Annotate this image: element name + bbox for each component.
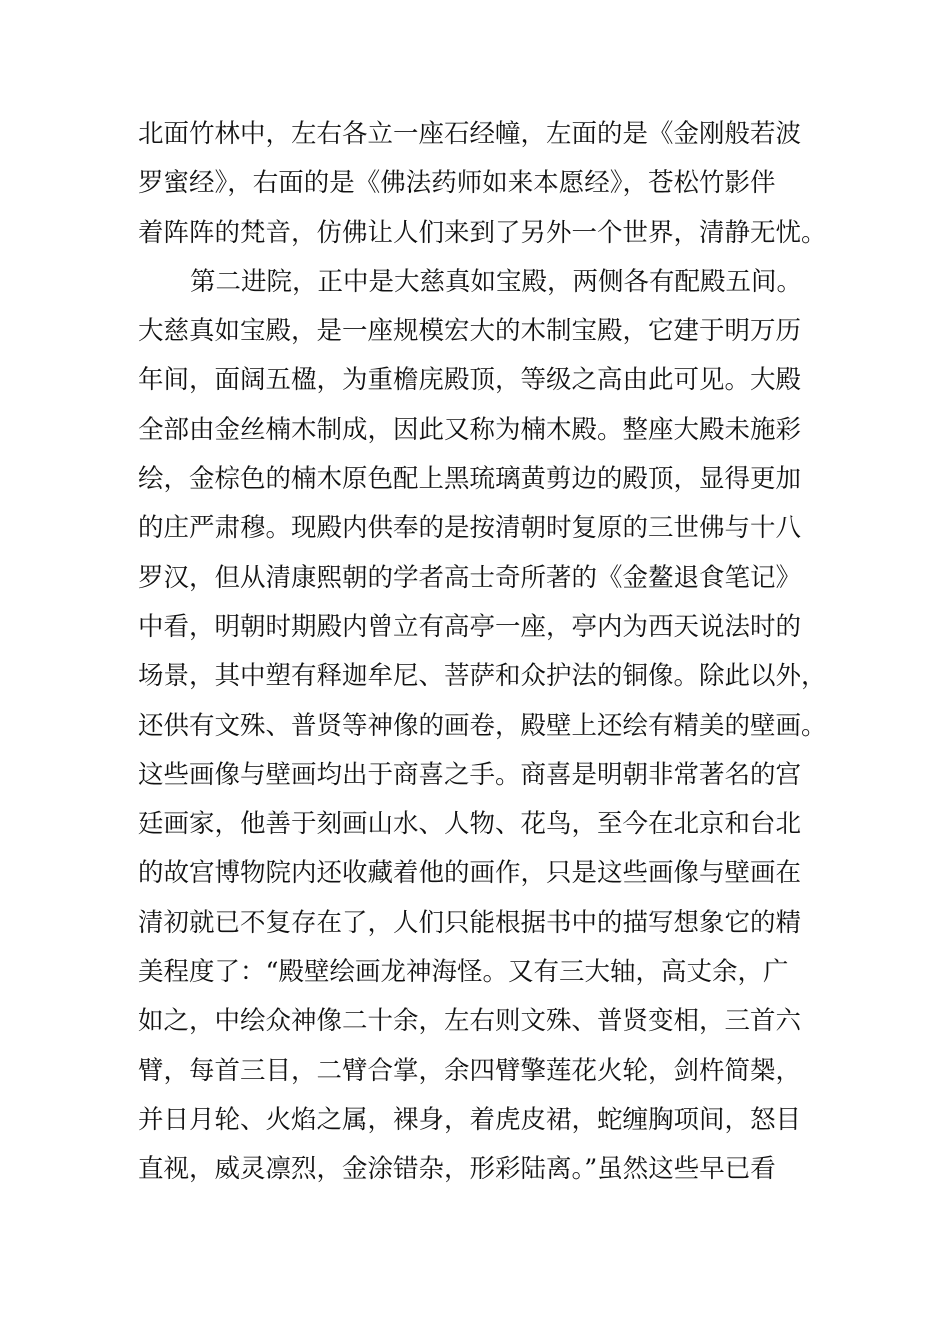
text-line: 年间，面阔五楹，为重檐庑殿顶，等级之高由此可见。大殿 — [138, 365, 802, 396]
text-line: 全部由金丝楠木制成，因此又称为楠木殿。整座大殿未施彩 — [138, 414, 802, 445]
text-line: 罗蜜经》，右面的是《佛法药师如来本愿经》，苍松竹影伴 — [138, 168, 776, 199]
text-line: 罗汉，但从清康熙朝的学者高士奇所著的《金鳌退食笔记》 — [138, 562, 802, 593]
text-line: 廷画家，他善于刻画山水、人物、花鸟，至今在北京和台北 — [138, 809, 802, 840]
text-line: 美程度了：“殿壁绘画龙神海怪。又有三大轴，高丈余，广 — [138, 957, 789, 988]
text-line: 着阵阵的梵音，仿佛让人们来到了另外一个世界，清静无忧。 — [138, 217, 827, 248]
text-line: 直视，威灵凛烈，金涂错杂，形彩陆离。”虽然这些早已看 — [138, 1154, 776, 1185]
text-line: 臂，每首三目，二臂合掌，余四臂擎莲花火轮，剑杵简椝， — [138, 1055, 802, 1086]
text-line: 如之，中绘众神像二十余，左右则文殊、普贤变相，三首六 — [138, 1006, 802, 1037]
body-text — [138, 110, 828, 1195]
text-line: 场景，其中塑有释迦牟尼、菩萨和众护法的铜像。除此以外， — [138, 661, 827, 692]
text-line: 清初就已不复存在了，人们只能根据书中的描写想象它的精 — [138, 907, 802, 938]
text-line: 绘，金棕色的楠木原色配上黑琉璃黄剪边的殿顶，显得更加 — [138, 464, 802, 495]
text-line: 北面竹林中，左右各立一座石经幢，左面的是《金刚般若波 — [138, 119, 802, 149]
paragraph-start-line: 第二进院，正中是大慈真如宝殿，两侧各有配殿五间。 — [190, 266, 803, 297]
text-line: 的故宫博物院内还收藏着他的画作，只是这些画像与壁画在 — [138, 858, 802, 889]
text-line: 这些画像与壁画均出于商喜之手。商喜是明朝非常著名的宫 — [138, 759, 802, 790]
text-line: 的庄严肃穆。现殿内供奉的是按清朝时复原的三世佛与十八 — [138, 513, 802, 544]
text-line: 还供有文殊、普贤等神像的画卷，殿壁上还绘有精美的壁画。 — [138, 710, 827, 741]
text-line: 并日月轮、火焰之属，裸身，着虎皮裙，蛇缠胸项间，怒目 — [138, 1104, 802, 1135]
text-line: 大慈真如宝殿，是一座规模宏大的木制宝殿，它建于明万历 — [138, 316, 802, 347]
text-line: 中看，明朝时期殿内曾立有高亭一座，亭内为西天说法时的 — [138, 611, 802, 642]
